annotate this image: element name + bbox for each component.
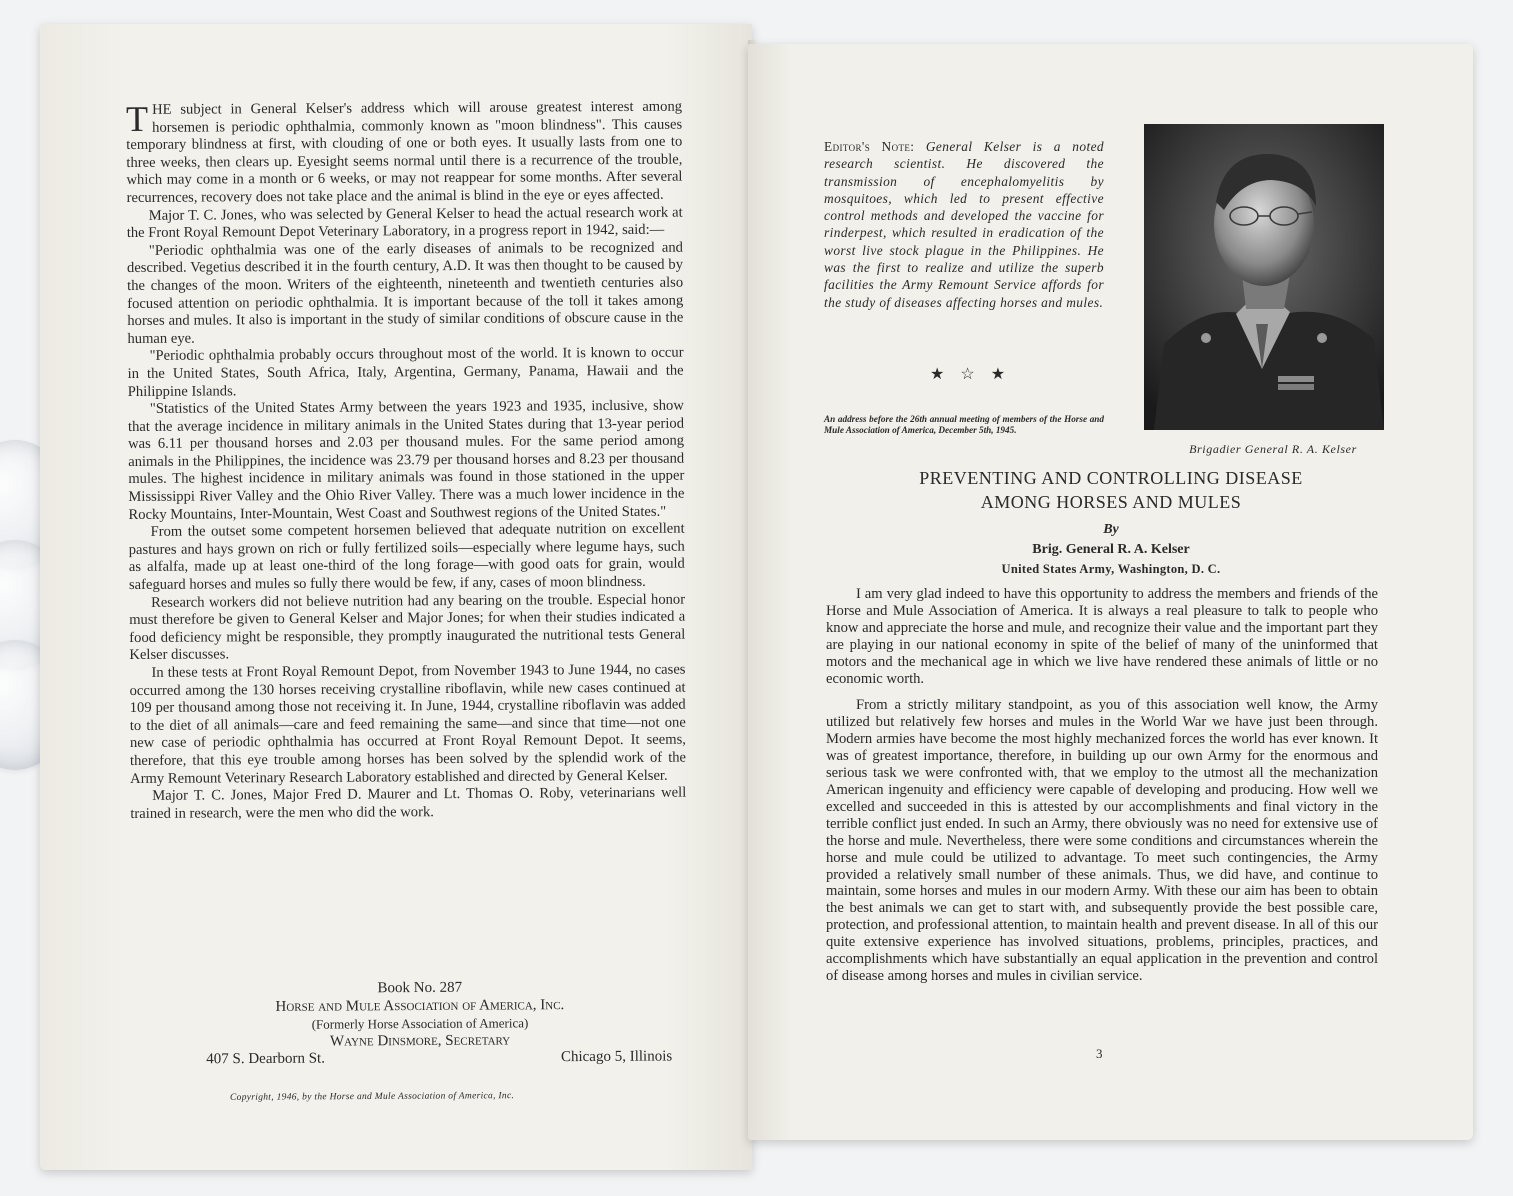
- title-line-2: AMONG HORSES AND MULES: [980, 492, 1242, 512]
- address-note: An address before the 26th annual meeting of members of the Horse and Mule Association of America, December 5th, 1945.: [824, 414, 1104, 435]
- paragraph: Major T. C. Jones, who was selected by General Kelser to head the actual research work at the Front Royal Remount Depot Veterinary Laboratory, in a progress report in 1942, said:—: [126, 204, 683, 242]
- paragraph: Major T. C. Jones, Major Fred D. Maurer and Lt. Thomas O. Roby, veterinarians well trained in research, were the men who did the work.: [130, 784, 687, 822]
- drop-cap: T: [125, 98, 149, 139]
- photo-caption: Brigadier General R. A. Kelser: [1189, 442, 1357, 456]
- paragraph: "Statistics of the United States Army between the years 1923 and 1935, inclusive, show that the average incidence in military animals in the United States during that 13-year period was 6.11 per thousand horses and 2.03 per thousand mules. For the same period among animals in the Philippines, the incidence was 23.79 per thousand horses and 8.23 per thousand mules. The highest incidence in military animals was found in those stationed in the upper Mississippi River Valley and the Ohio River Valley. There was a much lower incidence in the Rocky Mountains, Inter-Mountain, West Coast and Southwest regions of the United States.": [127, 397, 685, 523]
- street-address: 407 S. Dearborn St.: [206, 1050, 326, 1068]
- author-name: Brig. General R. A. Kelser: [1032, 542, 1190, 557]
- editors-note-text: General Kelser is a noted research scientist. He discovered the transmission of encephalomyelitis by mosquitoes, which led to present effective control methods and developed the vaccine for rinderpest, which resulted in eradication of the worst live stock plague in the Philippines. He was the first to realize and utilize the superb facilities the Army Remount Service affords for the study of diseases affecting horses and mules.: [824, 139, 1105, 310]
- paragraph: I am very glad indeed to have this opportunity to address the members and friends of the Horse and Mule Association of America. It is always a real pleasure to talk to people who know and appreciate the horse and mule, and recognize their value and the important part they are playing in our national economy in spite of the belief of many of the uninformed that motors and the mechanical age in which we live have rendered these animals of little or no economic worth.: [826, 586, 1378, 687]
- right-page: [748, 44, 1473, 1140]
- paragraph: From a strictly military standpoint, as you of this association well know, the Army utilized but relatively few horses and mules in the World War we have just been through. Modern armies have become the most highly mechanized forces the world has ever known. It was of greatest importance, therefore, in building up our own Army for the enormous and serious task we were confronted with, that we employ to the utmost all the mechanization American ingenuity and efficiency were capable of developing and producing. How well we excelled and succeeded in this is attested by our accomplishments and final victory in the terrible conflict just ended. In such an Army, there obviously was no need for extensive use of the horse and mule. Nevertheless, there were some conditions and circumstances wherein the horse and mule could be utilized to advantage. To meet such contingencies, the Army provided a relatively small number of these animals. Thus, we did have, and continue to maintain, some horses and mules in our modern Army. With these our aim has been to obtain the best animals we can get to start with, and subsequently provide the best possible care, protection, and professional attention, to maintain health and prevent disease. In all of this our quite extensive experience has involved situations, problems, principles, practices, and accomplishments which have substantially an equal application in the prevention and control of disease among horses and mules in civilian service.: [826, 697, 1378, 984]
- formerly-name: (Formerly Horse Association of America): [311, 1015, 529, 1032]
- paragraph: From the outset some competent horsemen believed that adequate nutrition on excellent pastures and hays grown on rich or fully fertilized soils—especially where legume hays, such as alfalfa, made up at least one-third of the long forage—with good oats for grain, would safeguard horses and mules so fully there would be few, if any, cases of moon blindness.: [128, 520, 685, 594]
- paragraph: Research workers did not believe nutrition had any bearing on the trouble. Especial honor must therefore be given to General Kelser and Major Jones; for when their studies indicated a food deficiency might be responsible, they promptly inaugurated the nutritional tests General Kelser discusses.: [129, 591, 686, 664]
- paragraph: "Periodic ophthalmia probably occurs throughout most of the world. It is known to occur in the United States, South Africa, Italy, Argentina, Germany, Panama, Hawaii and the Philippine Islands.: [127, 344, 684, 400]
- city-address: Chicago 5, Illinois: [560, 1048, 673, 1066]
- editors-note: [824, 138, 1104, 311]
- editors-note-label: Editor's Note:: [824, 139, 915, 154]
- copyright-line: Copyright, 1946, by the Horse and Mule Association of America, Inc.: [229, 1091, 515, 1103]
- byline-label: By: [1103, 522, 1119, 537]
- address-row: [160, 1048, 680, 1069]
- title-line-1: PREVENTING AND CONTROLLING DISEASE: [919, 468, 1303, 488]
- author-affiliation: United States Army, Washington, D. C.: [1001, 562, 1221, 576]
- article-title: [838, 466, 1384, 514]
- publisher-imprint: [160, 978, 681, 1069]
- paragraph: "Periodic ophthalmia was one of the early diseases of animals to be recognized and described. Vegetius described it in the fourth century, A.D. It was then thought to be caused by the changes of the moon. Writers of the eighteenth, nineteenth and twentieth centuries also focused attention on periodic ophthalmia. It is important because of the toll it takes among horses and mules. It also is important in the study of similar conditions of obscure cause in the human eye.: [126, 239, 684, 347]
- portrait-photo: [1144, 124, 1384, 430]
- publisher-name: Horse and Mule Association of America, Inc.: [275, 996, 565, 1015]
- paragraph: THE subject in General Kelser's address which will arouse greatest interest among horsemen is periodic ophthalmia, commonly known as "moon blindness". This causes temporary blindness at first, with clouding of one or both eyes. It usually lasts from one to three weeks, then clears up. Eyesight seems normal until there is a recurrence of the trouble, which may come in a month or 6 weeks, or may not reappear for some months. After several recurrences, recovery does not take place and the animal is blind in the eye or eyes affected.: [125, 98, 683, 206]
- book-number: Book No. 287: [377, 979, 463, 997]
- paragraph: In these tests at Front Royal Remount Depot, from November 1943 to June 1944, no cases occurred among the 130 horses receiving crystalline riboflavin, while new cases continued at 109 per thousand among those not receiving it. In June, 1944, crystalline riboflavin was added to the diet of all animals—care and feed remaining the same—and since that time—not one new case of periodic ophthalmia has occurred at Front Royal Remount Depot. It seems, therefore, that this eye trouble among horses has been solved by the splendid work of the Army Remount Veterinary Research Laboratory established and directed by General Kelser.: [129, 661, 687, 787]
- page-number: 3: [1096, 1046, 1103, 1061]
- star-ornament: ★ ☆ ★: [930, 366, 1012, 383]
- left-page: [40, 24, 752, 1170]
- right-page-body: [826, 586, 1378, 995]
- secretary: Wayne Dinsmore, Secretary: [329, 1031, 511, 1050]
- left-page-body: [126, 99, 686, 824]
